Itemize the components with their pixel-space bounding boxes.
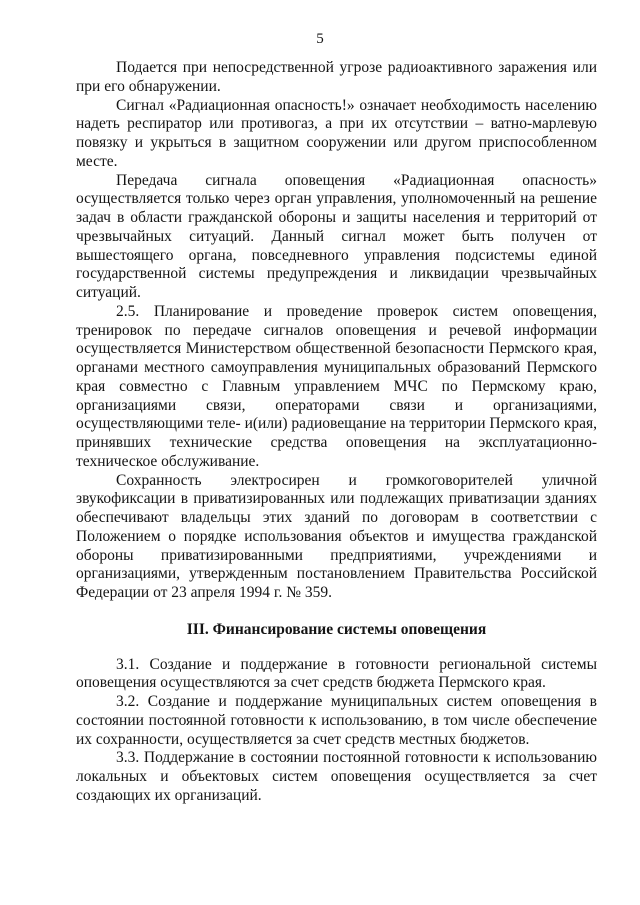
page-number: 5 — [316, 31, 324, 47]
paragraph-radiation-signal-transmission: Передача сигнала оповещения «Радиационная опасность» осуществляется только через орган управления, уполномоченный на решение задач в области гражданской обороны и защиты населения и территорий от чрезвычайных ситуаций. Данный сигнал может быть получен от вышестоящего органа, повседневного управления подсистемы единой государственной системы предупреждения и ликвидации чрезвычайных ситуаций. — [76, 171, 597, 301]
paragraph-3-1: 3.1. Создание и поддержание в готовности региональной системы оповещения осуществляются за счет средств бюджета Пермского края. — [76, 655, 597, 692]
paragraph-radiation-signal-trigger: Подается при непосредственной угрозе радиоактивного заражения или при его обнаружении. — [76, 59, 597, 95]
paragraph-sirens-safety: Сохранность электросирен и громкоговорителей уличной звукофиксации в приватизированных или подлежащих приватизации зданиях обеспечивают владельцы этих зданий по договорам в соответствии с Положением о порядке использования объектов и имущества гражданской обороны приватизированными предприятиями, учреждениями и организациями, утвержденным постановлением Правительства Российской Федерации от 23 апреля 1994 г. № 359. — [76, 471, 597, 601]
section-heading: III. Финансирование системы оповещения — [186, 620, 487, 638]
paragraph-3-2: 3.2. Создание и поддержание муниципальных систем оповещения в состоянии постоянной готовности к использованию, в том числе обеспечение их сохранности, осуществляется за счет средств местных бюджетов. — [76, 693, 597, 748]
paragraph-radiation-signal-meaning: Сигнал «Радиационная опасность!» означает необходимость населению надеть респиратор или противогаз, а при их отсутствии – ватно-марлевую повязку и укрыться в защитном сооружении или другом приспособленном месте. — [76, 96, 597, 170]
paragraph-3-3: 3.3. Поддержание в состоянии постоянной готовности к использованию локальных и объектовых систем оповещения осуществляется за счет создающих их организаций. — [76, 749, 597, 804]
paragraph-2-5-checks: 2.5. Планирование и проведение проверок систем оповещения, тренировок по передаче сигналов оповещения и речевой информации осуществляется Министерством общественной безопасности Пермского края, органами местного самоуправления муниципальных образований Пермского края совместно с Главным управлением МЧС по Пермскому краю, организациями связи, операторами связи и организациями, осуществляющими теле- и(или) радиовещание на территории Пермского края, принявших технические средства оповещения на эксплуатационно-техническое обслуживание. — [76, 302, 597, 470]
document-body — [76, 59, 597, 806]
